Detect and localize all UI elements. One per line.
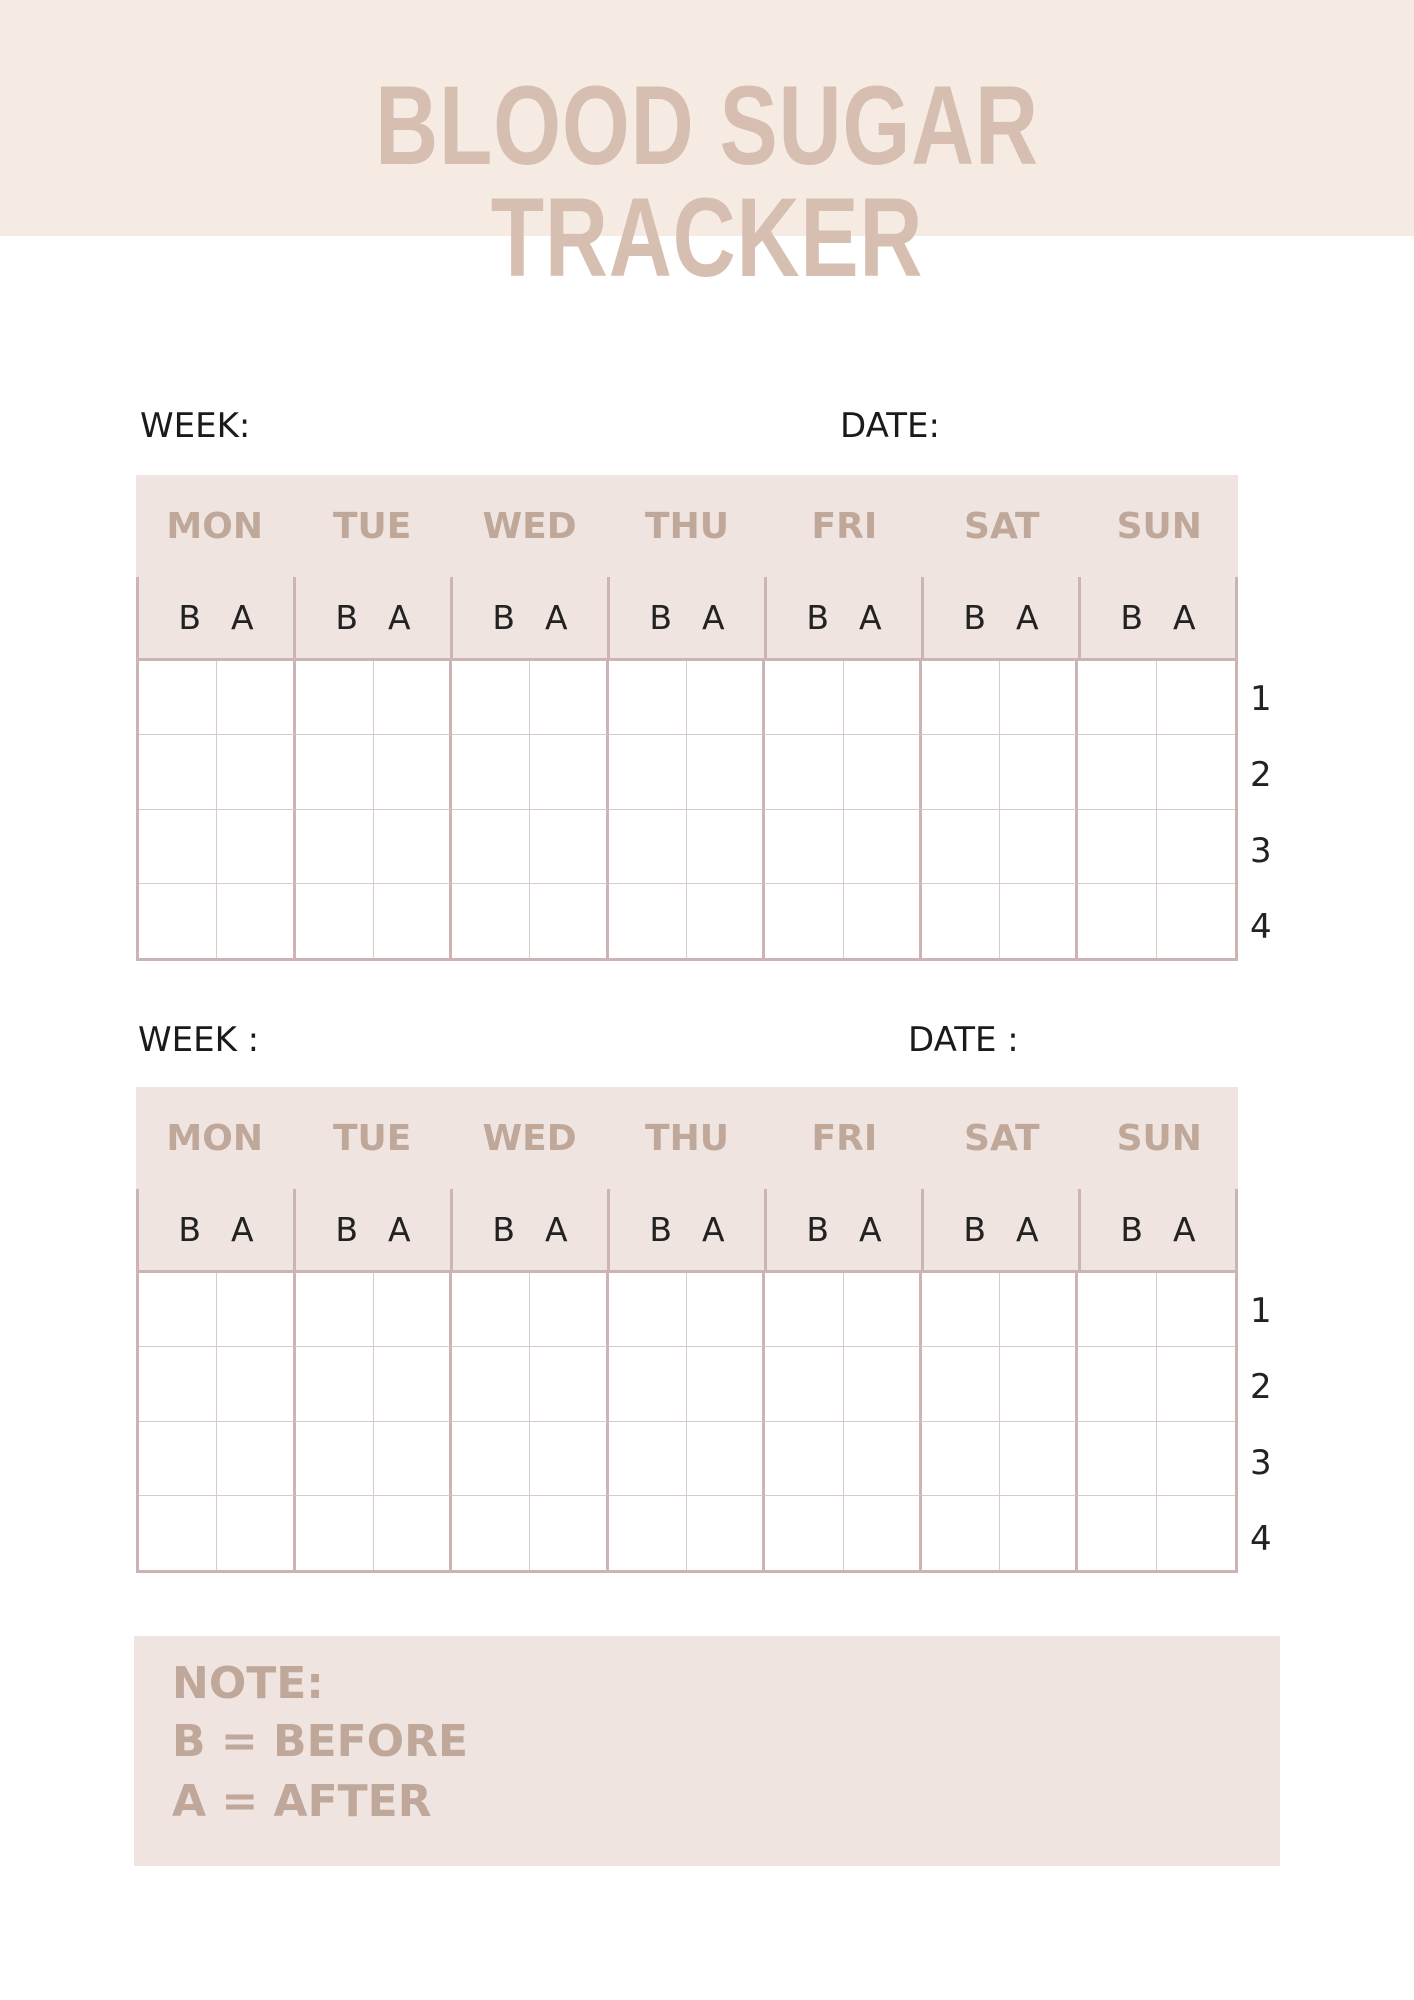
week-label: WEEK : <box>138 1020 260 1060</box>
entry-cell[interactable] <box>1078 735 1156 809</box>
before-after-cell <box>924 1189 1081 1270</box>
day-header-row <box>136 475 1238 577</box>
entry-cell[interactable] <box>1078 1347 1156 1421</box>
entry-cell[interactable] <box>1157 1422 1235 1496</box>
before-after-cell <box>296 577 453 658</box>
entry-cell[interactable] <box>609 1347 687 1421</box>
after-label: A <box>1016 598 1039 637</box>
entry-cell[interactable] <box>765 1347 843 1421</box>
entry-cell[interactable] <box>374 661 452 735</box>
entry-cell[interactable] <box>374 1496 452 1570</box>
row-number: 2 <box>1250 1367 1272 1407</box>
after-label: A <box>545 1210 568 1249</box>
entry-cell[interactable] <box>765 884 843 958</box>
day-header-mon: MON <box>166 505 263 547</box>
entry-cell[interactable] <box>687 661 765 735</box>
date-label: DATE : <box>908 1020 1019 1060</box>
before-after-row <box>136 577 1238 661</box>
entry-cell[interactable] <box>1000 1496 1078 1570</box>
before-after-cell <box>139 577 296 658</box>
entry-cell[interactable] <box>139 884 217 958</box>
entry-cell[interactable] <box>922 1273 1000 1347</box>
entry-cell[interactable] <box>217 810 295 884</box>
entry-cell[interactable] <box>609 1422 687 1496</box>
entry-cell[interactable] <box>844 810 922 884</box>
entry-cell[interactable] <box>296 735 374 809</box>
entry-cell[interactable] <box>922 735 1000 809</box>
entry-cell[interactable] <box>922 884 1000 958</box>
entry-cell[interactable] <box>374 1347 452 1421</box>
entry-cell[interactable] <box>374 884 452 958</box>
before-label: B <box>178 598 202 637</box>
entry-grid <box>136 661 1238 961</box>
entry-cell[interactable] <box>139 1273 217 1347</box>
day-header-sun: SUN <box>1116 1117 1202 1159</box>
entry-cell[interactable] <box>217 661 295 735</box>
entry-cell[interactable] <box>844 1347 922 1421</box>
row-labels-1 <box>1250 661 1310 965</box>
entry-cell[interactable] <box>217 735 295 809</box>
entry-cell[interactable] <box>765 735 843 809</box>
entry-cell[interactable] <box>922 810 1000 884</box>
day-header-thu: THU <box>645 505 729 547</box>
entry-cell[interactable] <box>139 1347 217 1421</box>
before-after-cell <box>453 577 610 658</box>
day-header-thu: THU <box>645 1117 729 1159</box>
tracker-table-2 <box>136 1087 1238 1573</box>
entry-cell[interactable] <box>1078 1273 1156 1347</box>
entry-cell[interactable] <box>530 1347 608 1421</box>
before-after-cell <box>610 1189 767 1270</box>
before-label: B <box>806 1210 830 1249</box>
after-label: A <box>859 598 882 637</box>
after-label: A <box>231 1210 254 1249</box>
page-title: BLOOD SUGAR TRACKER <box>375 63 1039 300</box>
entry-cell[interactable] <box>217 1347 295 1421</box>
entry-cell[interactable] <box>922 1496 1000 1570</box>
before-after-cell <box>610 577 767 658</box>
row-labels-2 <box>1250 1273 1310 1577</box>
after-label: A <box>1173 598 1196 637</box>
entry-cell[interactable] <box>609 1273 687 1347</box>
day-header-fri: FRI <box>811 1117 878 1159</box>
row-number: 4 <box>1250 907 1272 947</box>
entry-cell[interactable] <box>922 661 1000 735</box>
entry-cell[interactable] <box>296 810 374 884</box>
entry-cell[interactable] <box>687 810 765 884</box>
entry-cell[interactable] <box>1078 1496 1156 1570</box>
entry-cell[interactable] <box>687 1496 765 1570</box>
entry-cell[interactable] <box>1078 810 1156 884</box>
entry-cell[interactable] <box>374 1422 452 1496</box>
entry-cell[interactable] <box>687 1347 765 1421</box>
entry-cell[interactable] <box>765 1422 843 1496</box>
before-label: B <box>649 598 673 637</box>
row-number: 3 <box>1250 831 1272 871</box>
entry-cell[interactable] <box>452 661 530 735</box>
entry-cell[interactable] <box>844 884 922 958</box>
entry-cell[interactable] <box>530 810 608 884</box>
after-label: A <box>1016 1210 1039 1249</box>
before-label: B <box>178 1210 202 1249</box>
after-label: A <box>859 1210 882 1249</box>
before-after-cell <box>1081 1189 1235 1270</box>
before-after-row <box>136 1189 1238 1273</box>
before-label: B <box>1120 1210 1144 1249</box>
week-label: WEEK: <box>140 406 251 446</box>
note-after: A = AFTER <box>172 1776 432 1827</box>
day-header-sun: SUN <box>1116 505 1202 547</box>
entry-cell[interactable] <box>1000 1273 1078 1347</box>
entry-cell[interactable] <box>922 1422 1000 1496</box>
entry-cell[interactable] <box>452 1347 530 1421</box>
entry-cell[interactable] <box>687 884 765 958</box>
row-number: 4 <box>1250 1519 1272 1559</box>
day-header-tue: TUE <box>332 1117 412 1159</box>
after-label: A <box>231 598 254 637</box>
entry-cell[interactable] <box>1078 884 1156 958</box>
entry-cell[interactable] <box>296 1273 374 1347</box>
row-number: 1 <box>1250 1291 1272 1331</box>
entry-cell[interactable] <box>609 884 687 958</box>
before-label: B <box>1120 598 1144 637</box>
day-header-wed: WED <box>482 1117 577 1159</box>
after-label: A <box>545 598 568 637</box>
entry-cell[interactable] <box>296 1347 374 1421</box>
before-label: B <box>492 598 516 637</box>
entry-cell[interactable] <box>374 810 452 884</box>
entry-cell[interactable] <box>1000 884 1078 958</box>
before-label: B <box>335 598 359 637</box>
entry-cell[interactable] <box>1157 1347 1235 1421</box>
before-after-cell <box>924 577 1081 658</box>
entry-cell[interactable] <box>139 1422 217 1496</box>
entry-cell[interactable] <box>1000 1347 1078 1421</box>
after-label: A <box>388 1210 411 1249</box>
entry-cell[interactable] <box>217 1273 295 1347</box>
entry-cell[interactable] <box>609 661 687 735</box>
entry-cell[interactable] <box>609 1496 687 1570</box>
note-heading: NOTE: <box>172 1658 324 1709</box>
entry-cell[interactable] <box>139 735 217 809</box>
entry-cell[interactable] <box>1157 661 1235 735</box>
entry-cell[interactable] <box>1157 1496 1235 1570</box>
day-header-mon: MON <box>166 1117 263 1159</box>
entry-cell[interactable] <box>1000 661 1078 735</box>
entry-cell[interactable] <box>139 661 217 735</box>
entry-cell[interactable] <box>296 661 374 735</box>
entry-cell[interactable] <box>217 884 295 958</box>
note-box <box>134 1636 1280 1866</box>
before-label: B <box>963 1210 987 1249</box>
after-label: A <box>388 598 411 637</box>
tracker-table-1 <box>136 475 1238 961</box>
note-before: B = BEFORE <box>172 1716 469 1767</box>
entry-cell[interactable] <box>452 810 530 884</box>
row-number: 1 <box>1250 679 1272 719</box>
entry-cell[interactable] <box>844 1496 922 1570</box>
before-after-cell <box>453 1189 610 1270</box>
entry-cell[interactable] <box>139 1496 217 1570</box>
entry-cell[interactable] <box>1157 1273 1235 1347</box>
entry-cell[interactable] <box>609 810 687 884</box>
entry-cell[interactable] <box>1157 884 1235 958</box>
entry-cell[interactable] <box>530 1496 608 1570</box>
entry-cell[interactable] <box>374 735 452 809</box>
entry-cell[interactable] <box>530 661 608 735</box>
entry-cell[interactable] <box>452 884 530 958</box>
day-header-sat: SAT <box>964 505 1040 547</box>
day-header-tue: TUE <box>332 505 412 547</box>
entry-grid <box>136 1273 1238 1573</box>
entry-cell[interactable] <box>217 1496 295 1570</box>
row-number: 3 <box>1250 1443 1272 1483</box>
before-label: B <box>806 598 830 637</box>
entry-cell[interactable] <box>530 884 608 958</box>
entry-cell[interactable] <box>296 1422 374 1496</box>
entry-cell[interactable] <box>765 661 843 735</box>
before-label: B <box>335 1210 359 1249</box>
entry-cell[interactable] <box>452 1273 530 1347</box>
entry-cell[interactable] <box>1000 1422 1078 1496</box>
before-after-cell <box>767 1189 924 1270</box>
entry-cell[interactable] <box>1078 1422 1156 1496</box>
entry-cell[interactable] <box>765 1273 843 1347</box>
entry-cell[interactable] <box>296 884 374 958</box>
entry-cell[interactable] <box>1000 735 1078 809</box>
entry-cell[interactable] <box>844 735 922 809</box>
entry-cell[interactable] <box>687 1422 765 1496</box>
entry-cell[interactable] <box>922 1347 1000 1421</box>
before-after-cell <box>139 1189 296 1270</box>
entry-cell[interactable] <box>687 735 765 809</box>
entry-cell[interactable] <box>296 1496 374 1570</box>
before-label: B <box>649 1210 673 1249</box>
entry-cell[interactable] <box>765 810 843 884</box>
entry-cell[interactable] <box>530 1422 608 1496</box>
entry-cell[interactable] <box>452 735 530 809</box>
day-header-sat: SAT <box>964 1117 1040 1159</box>
entry-cell[interactable] <box>1157 810 1235 884</box>
entry-cell[interactable] <box>1000 810 1078 884</box>
entry-cell[interactable] <box>844 1422 922 1496</box>
before-after-cell <box>296 1189 453 1270</box>
entry-cell[interactable] <box>452 1422 530 1496</box>
entry-cell[interactable] <box>844 1273 922 1347</box>
entry-cell[interactable] <box>844 661 922 735</box>
before-after-cell <box>1081 577 1235 658</box>
before-after-cell <box>767 577 924 658</box>
after-label: A <box>702 598 725 637</box>
entry-cell[interactable] <box>765 1496 843 1570</box>
after-label: A <box>702 1210 725 1249</box>
entry-cell[interactable] <box>687 1273 765 1347</box>
before-label: B <box>963 598 987 637</box>
entry-cell[interactable] <box>452 1496 530 1570</box>
entry-cell[interactable] <box>374 1273 452 1347</box>
entry-cell[interactable] <box>1157 735 1235 809</box>
entry-cell[interactable] <box>217 1422 295 1496</box>
entry-cell[interactable] <box>530 1273 608 1347</box>
entry-cell[interactable] <box>139 810 217 884</box>
entry-cell[interactable] <box>530 735 608 809</box>
row-number: 2 <box>1250 755 1272 795</box>
entry-cell[interactable] <box>609 735 687 809</box>
day-header-wed: WED <box>482 505 577 547</box>
before-label: B <box>492 1210 516 1249</box>
day-header-row <box>136 1087 1238 1189</box>
day-header-fri: FRI <box>811 505 878 547</box>
after-label: A <box>1173 1210 1196 1249</box>
entry-cell[interactable] <box>1078 661 1156 735</box>
date-label: DATE: <box>840 406 940 446</box>
